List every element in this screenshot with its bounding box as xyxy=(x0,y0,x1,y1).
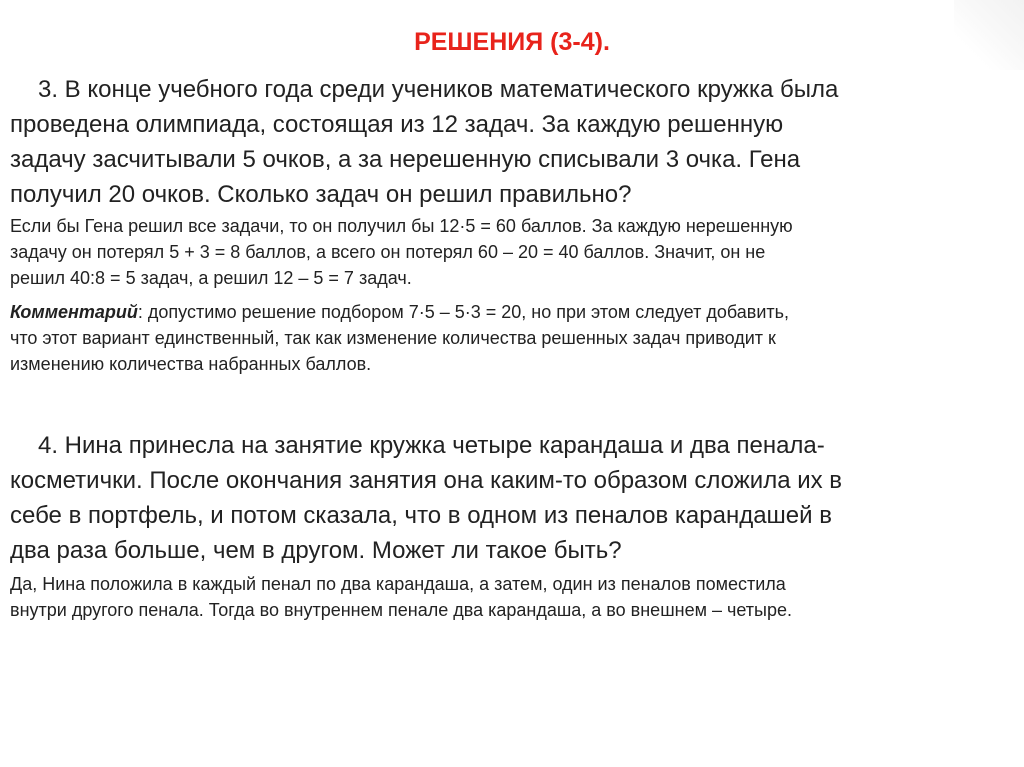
problem-3-text xyxy=(10,72,1010,212)
problem-4-line: 4. Нина принесла на занятие кружка четыре карандаша и два пенала- xyxy=(38,432,825,459)
problem-4-text xyxy=(10,428,1010,568)
solution-3-line: задачу он потерял 5 + 3 = 8 баллов, а всего он потерял 60 – 20 = 40 баллов. Значит, он не xyxy=(10,242,766,262)
problem-3-line: проведена олимпиада, состоящая из 12 задач. За каждую решенную xyxy=(10,111,784,138)
problem-3-line: задачу засчитывали 5 очков, а за нерешенную списывали 3 очка. Гена xyxy=(10,146,801,173)
problem-4-line: косметички. После окончания занятия она каким-то образом сложила их в xyxy=(10,467,843,494)
comment-3-line: изменению количества набранных баллов. xyxy=(10,354,372,374)
comment-3-first-line: Комментарий: допустимо решение подбором 7·5 – 5·3 = 20, но при этом следует добавить, xyxy=(10,302,790,322)
comment-3-line: что этот вариант единственный, так как изменение количества решенных задач приводит к xyxy=(10,328,776,348)
problem-4-line: себе в портфель, и потом сказала, что в одном из пеналов карандашей в xyxy=(10,502,832,529)
problem-3-line: получил 20 очков. Сколько задач он решил правильно? xyxy=(10,181,632,208)
slide-title: РЕШЕНИЯ (3-4). xyxy=(414,28,610,56)
solution-3-line: Если бы Гена решил все задачи, то он получил бы 12·5 = 60 баллов. За каждую нерешенную xyxy=(10,216,793,236)
solution-4-text xyxy=(10,571,1010,623)
solution-3-text xyxy=(10,213,1010,291)
comment-3-text xyxy=(10,299,1010,377)
solution-3-line: решил 40:8 = 5 задач, а решил 12 – 5 = 7 задач. xyxy=(10,268,412,288)
solution-4-line: Да, Нина положила в каждый пенал по два карандаша, а затем, один из пеналов поместила xyxy=(10,574,786,594)
problem-3-line: 3. В конце учебного года среди учеников математического кружка была xyxy=(38,76,839,103)
solution-4-line: внутри другого пенала. Тогда во внутреннем пенале два карандаша, а во внешнем – четыре. xyxy=(10,600,792,620)
comment-label: Комментарий xyxy=(10,302,138,322)
problem-4-line: два раза больше, чем в другом. Может ли такое быть? xyxy=(10,537,622,564)
